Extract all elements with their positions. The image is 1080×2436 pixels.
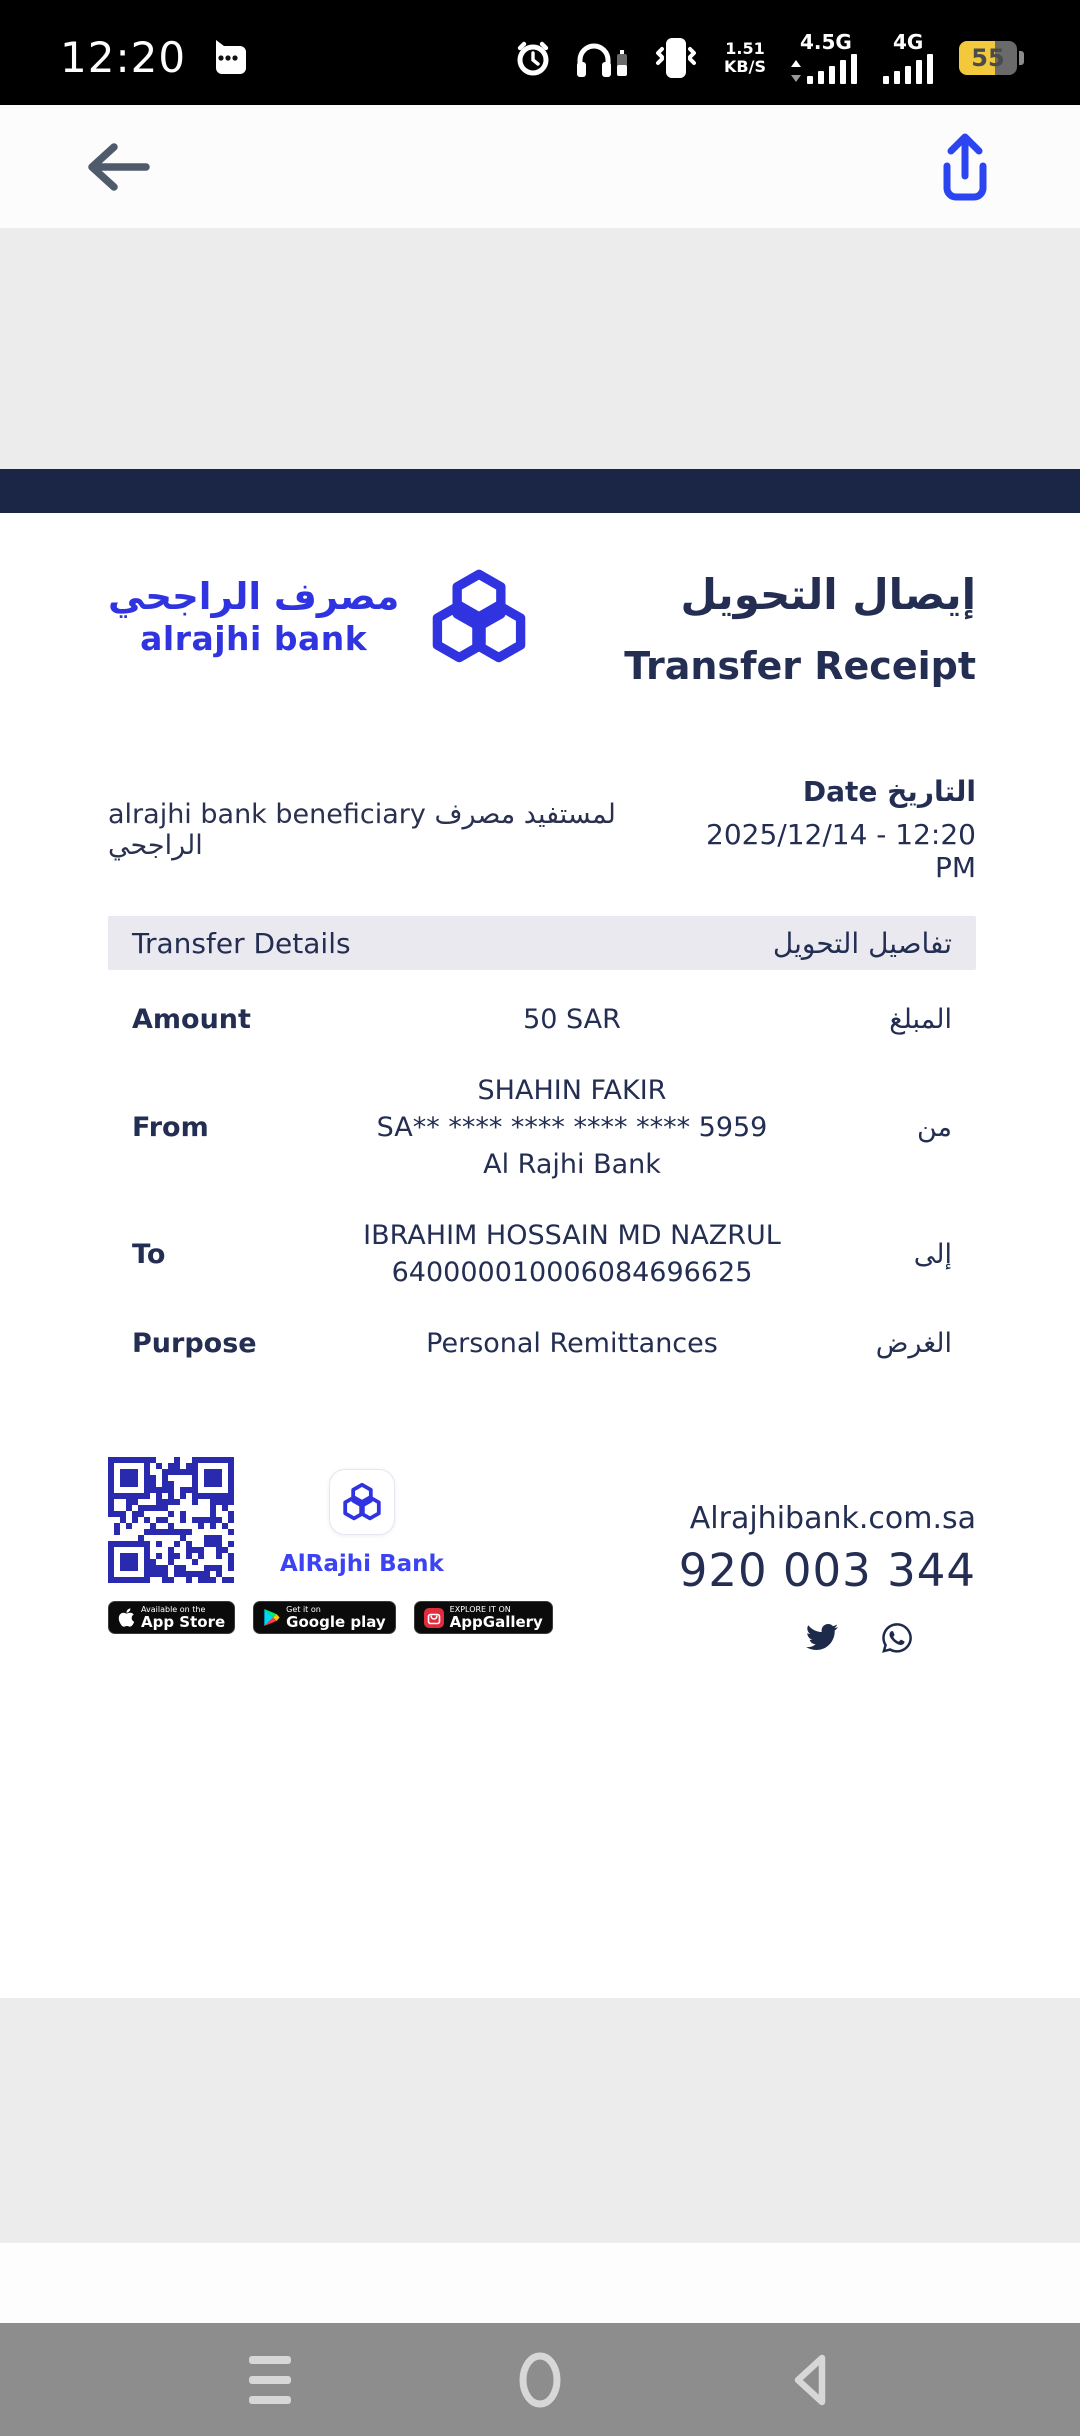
headphones-icon — [576, 38, 628, 78]
network-speed-unit: KB/S — [724, 56, 766, 76]
badge-line1: Available on the — [141, 1604, 206, 1614]
amount-value: 50 SAR — [523, 1004, 621, 1035]
battery-percent: 55 — [971, 43, 1005, 72]
date-label-english: Date — [802, 775, 878, 808]
brand-name-arabic: مصرف الراجحي — [108, 575, 400, 618]
row-label-en: Amount — [132, 1004, 251, 1035]
store-badges — [108, 1601, 553, 1634]
table-row-amount — [108, 984, 976, 1055]
row-label-ar: الغرض — [875, 1328, 952, 1359]
beneficiary-account: 640000010006084696625 — [391, 1257, 753, 1288]
app-bar — [0, 105, 1080, 230]
row-value — [302, 1325, 842, 1362]
transfer-details-table — [108, 984, 976, 1379]
badge-line1: Get it on — [286, 1604, 321, 1614]
signal-bars-icon — [883, 54, 935, 84]
row-value — [302, 1072, 842, 1183]
share-button[interactable] — [926, 124, 1004, 210]
app-promo — [280, 1469, 444, 1577]
section-title-arabic: تفاصيل التحويل — [772, 926, 952, 960]
row-value — [302, 1001, 842, 1038]
app-store-badge — [108, 1601, 235, 1634]
back-button[interactable] — [76, 135, 158, 199]
appgallery-badge — [414, 1601, 553, 1634]
row-value — [302, 1217, 842, 1291]
google-play-badge — [253, 1601, 396, 1634]
sender-bank: Al Rajhi Bank — [483, 1149, 661, 1180]
document-margin-bottom — [0, 1998, 1080, 2243]
sim1-network-type: 4.5G — [800, 29, 852, 54]
footer-left — [108, 1457, 553, 1655]
alrajhi-emblem-icon — [341, 1482, 383, 1522]
beneficiary-note: alrajhi bank beneficiary لمستفيد مصرف الراجحي — [108, 798, 616, 861]
alrajhi-emblem-icon — [427, 569, 531, 665]
alrajhi-brand — [108, 569, 531, 665]
badge-line2: AppGallery — [449, 1612, 543, 1631]
alrajhi-brand-text — [108, 575, 399, 659]
receipt-titles — [624, 569, 976, 689]
battery-nub — [1019, 51, 1024, 65]
row-label-ar: المبلغ — [889, 1004, 952, 1035]
google-play-icon — [263, 1608, 280, 1627]
home-button[interactable] — [500, 2350, 580, 2410]
date-value: 2025/12/14 - 12:20 PM — [706, 818, 976, 884]
menu-icon — [249, 2356, 291, 2404]
brand-name-english: alrajhi bank — [140, 619, 368, 658]
sender-iban-masked: SA** **** **** **** **** 5959 — [376, 1112, 768, 1143]
badge-line2: App Store — [141, 1612, 226, 1631]
back-arrow-icon — [84, 143, 150, 191]
system-navigation-bar — [0, 2323, 1080, 2436]
row-label-en: Purpose — [132, 1328, 257, 1359]
status-left — [60, 33, 248, 82]
qr-code — [108, 1457, 234, 1583]
clock-text: 12:20 — [60, 33, 187, 82]
table-row-from — [108, 1055, 976, 1200]
bank-website: Alrajhibank.com.sa — [689, 1501, 976, 1536]
apple-icon — [118, 1607, 135, 1628]
footer-right — [679, 1457, 976, 1655]
network-speed-value: 1.51 — [725, 38, 765, 58]
date-label — [678, 775, 976, 808]
page-bottom-strip — [0, 2243, 1080, 2323]
chat-notification-icon — [208, 38, 248, 78]
alarm-icon — [514, 39, 552, 77]
purpose-value: Personal Remittances — [426, 1328, 718, 1359]
row-label-ar: من — [916, 1112, 952, 1143]
status-bar — [0, 0, 1080, 105]
date-block — [678, 775, 976, 884]
back-nav-button[interactable] — [770, 2352, 850, 2408]
battery-icon — [959, 41, 1024, 75]
receipt-masthead — [108, 569, 976, 689]
data-activity-arrows — [790, 58, 802, 84]
bank-phone: 920 003 344 — [678, 1544, 976, 1597]
receipt-footer — [108, 1457, 976, 1655]
back-triangle-icon — [790, 2352, 830, 2408]
receipt-header-band — [0, 469, 1080, 513]
document-margin-top — [0, 230, 1080, 469]
table-row-purpose — [108, 1308, 976, 1379]
network-speed — [724, 40, 766, 76]
section-title-english: Transfer Details — [132, 926, 351, 960]
badge-line1: EXPLORE IT ON — [449, 1604, 511, 1614]
signal-bars-icon — [807, 54, 859, 84]
social-icons — [679, 1621, 976, 1655]
sender-name: SHAHIN FAKIR — [477, 1075, 667, 1106]
vibrate-icon — [652, 36, 700, 80]
receipt-title-english: Transfer Receipt — [624, 644, 976, 688]
sim2-network-type: 4G — [893, 29, 924, 54]
alrajhi-app-icon — [329, 1469, 395, 1535]
date-row — [108, 775, 976, 884]
whatsapp-icon — [880, 1621, 914, 1655]
table-row-to — [108, 1200, 976, 1308]
receipt-title-arabic: إيصال التحويل — [680, 570, 976, 619]
status-right — [514, 29, 1024, 84]
appgallery-icon — [424, 1608, 444, 1628]
sim2-signal — [883, 29, 935, 84]
row-label-ar: إلى — [913, 1238, 952, 1270]
share-icon — [934, 132, 996, 202]
app-name-label: AlRajhi Bank — [280, 1551, 444, 1577]
transfer-receipt-document — [0, 513, 1080, 1998]
row-label-en: From — [132, 1112, 209, 1143]
row-label-en: To — [132, 1238, 166, 1270]
recents-button[interactable] — [230, 2356, 310, 2404]
badge-line2: Google play — [286, 1612, 386, 1631]
twitter-icon — [804, 1621, 840, 1653]
beneficiary-name: IBRAHIM HOSSAIN MD NAZRUL — [363, 1220, 781, 1251]
sim1-signal — [790, 29, 859, 84]
date-label-arabic: التاريخ — [887, 775, 976, 808]
transfer-details-header — [108, 916, 976, 970]
home-circle-icon — [517, 2350, 563, 2410]
